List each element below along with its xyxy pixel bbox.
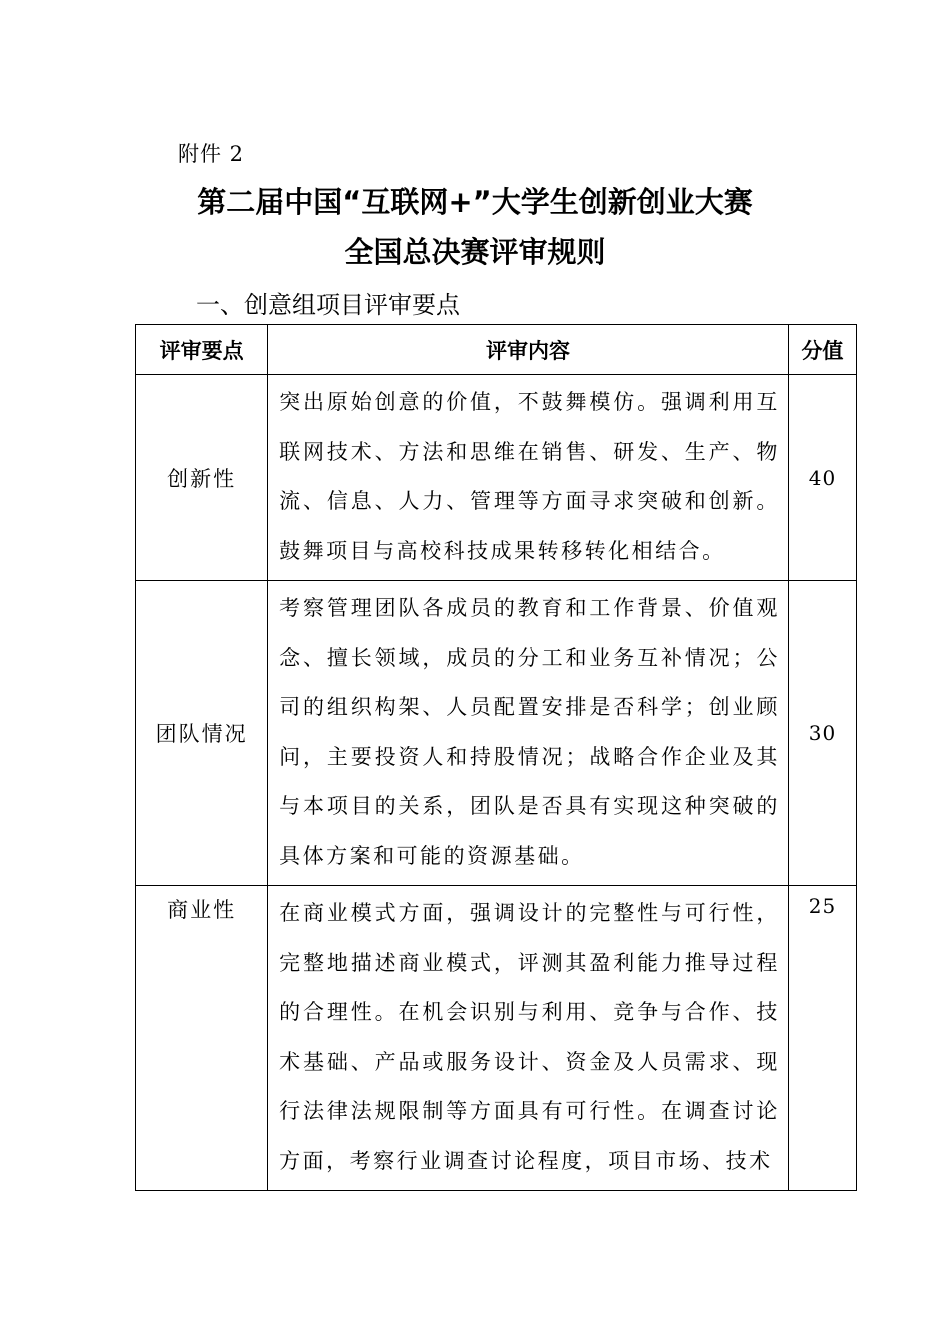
row-point: 商业性: [136, 886, 268, 1191]
row-point: 团队情况: [136, 581, 268, 886]
row-score: 30: [788, 581, 856, 886]
row-score: 25: [788, 886, 856, 1191]
table-header-row: [136, 325, 857, 375]
table-row: [136, 886, 857, 1191]
table-row: [136, 581, 857, 886]
row-point: 创新性: [136, 375, 268, 581]
document-title-line-2: 全国总决赛评审规则: [344, 235, 606, 269]
row-content: 在商业模式方面，强调设计的完整性与可行性，完整地描述商业模式，评测其盈利能力推导过程的合理性。在机会识别与利用、竞争与合作、技术基础、产品或服务设计、资金及人员需求、现行法律法规限制等方面具有可行性。在调查讨论方面，考察行业调查讨论程度，项目市场、技术: [268, 886, 789, 1191]
header-content: 评审内容: [268, 325, 789, 375]
document-title-line-1: 第二届中国“互联网+”大学生创新创业大赛: [197, 185, 753, 219]
row-score: 40: [788, 375, 856, 581]
row-content: 突出原始创意的价值，不鼓舞模仿。强调利用互联网技术、方法和思维在销售、研发、生产、物流、信息、人力、管理等方面寻求突破和创新。鼓舞项目与高校科技成果转移转化相结合。: [268, 375, 789, 581]
row-content: 考察管理团队各成员的教育和工作背景、价值观念、擅长领域，成员的分工和业务互补情况；公司的组织构架、人员配置安排是否科学；创业顾问，主要投资人和持股情况；战略合作企业及其与本项目的关系，团队是否具有实现这种突破的具体方案和可能的资源基础。: [268, 581, 789, 886]
section-heading: 一、创意组项目评审要点: [196, 291, 460, 319]
table-row: [136, 375, 857, 581]
attachment-label: 附件 2: [178, 142, 245, 166]
header-point: 评审要点: [136, 325, 268, 375]
header-score: 分值: [788, 325, 856, 375]
criteria-table: [135, 324, 857, 1191]
